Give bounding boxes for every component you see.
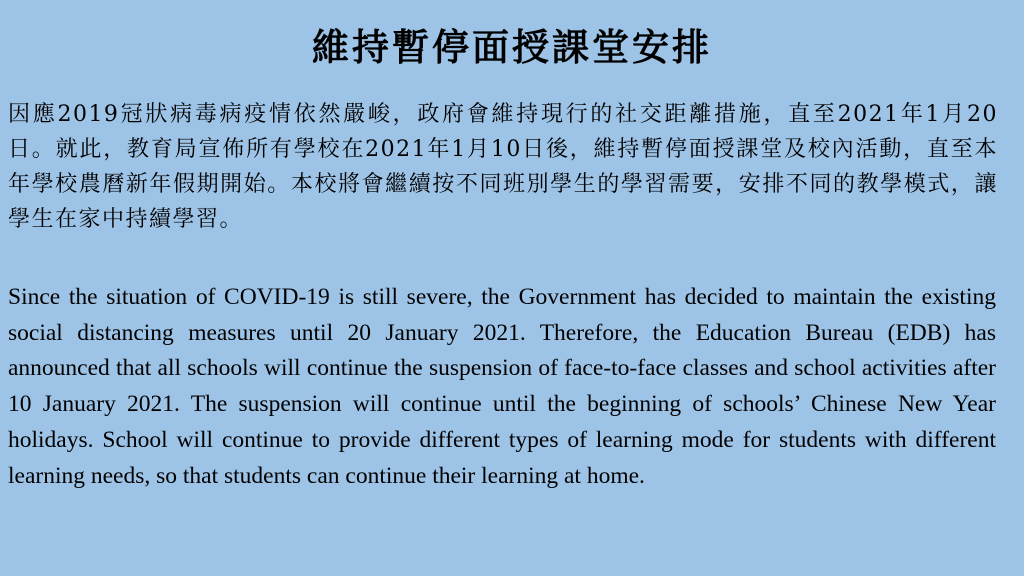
slide-title: 維持暫停面授課堂安排 [312,25,712,69]
english-announcement-paragraph: Since the situation of COVID-19 is still severe, the Government has decided to maintain the existing social distancing measures until 20 January 2021. Therefore, the Education Bureau (EDB) has announced that all schools will continue the suspension of face-to-face classes and school activities after 10 January 2021. The suspension will continue until the beginning of schools’ Chinese New Year holidays. School will continue to provide different types of learning mode for students with different learning needs, so that students can continue their learning at home. [8,284,996,489]
chinese-announcement-paragraph: 因應2019冠狀病毒病疫情依然嚴峻，政府會維持現行的社交距離措施，直至2021年1月20日。就此，教育局宣佈所有學校在2021年1月10日後，維持暫停面授課堂及校內活動，直至本年學校農曆新年假期開始。本校將會繼續按不同班別學生的學習需要，安排不同的教學模式，讓學生在家中持續學習。 [8,102,998,232]
